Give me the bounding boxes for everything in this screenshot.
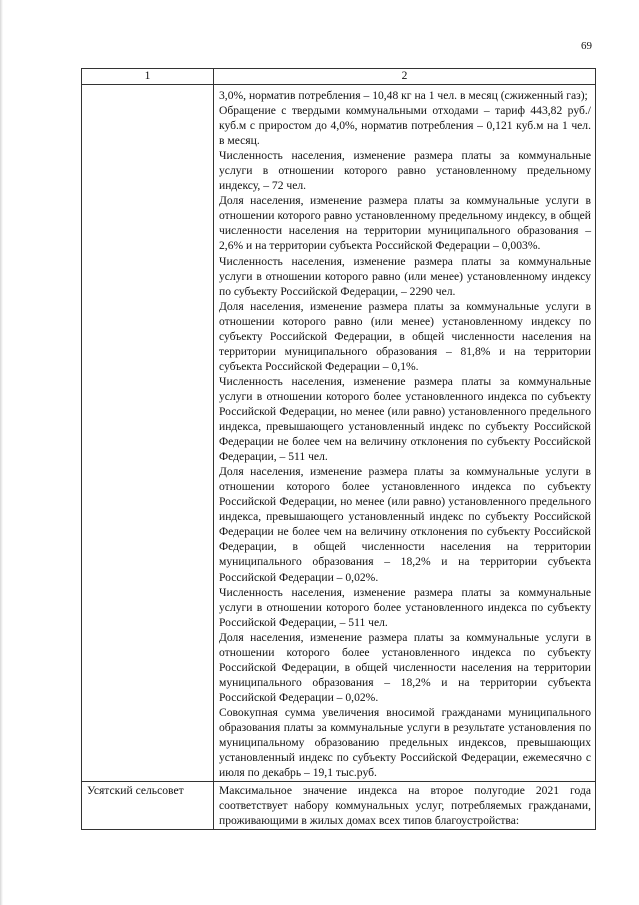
paragraph: Доля населения, изменение размера платы за коммунальные услуги в отношении которого равно (или менее) установленному индексу по субъекту Российской Федерации, в общей численности населения на территории муниципального образования – 81,8% и на территории субъекта Российской Федерации – 0,1%. — [219, 299, 591, 373]
paragraph: Доля населения, изменение размера платы за коммунальные услуги в отношении которого равно установленному предельному индексу, в общей численности населения на территории муниципального образования – 2,6% и на территории субъекта Российской Федерации – 0,003%. — [219, 194, 591, 253]
scan-edge — [0, 0, 3, 905]
description-cell — [214, 85, 596, 782]
page-number: 69 — [581, 40, 592, 52]
column-header-2: 2 — [214, 69, 596, 85]
paragraph: Максимальное значение индекса на второе полугодие 2021 года соответствует набору коммунальных услуг, потребляемых гражданами, проживающими в жилых домах всех типов благоустройства: — [219, 784, 591, 828]
paragraph: Численность населения, изменение размера платы за коммунальные услуги в отношении которого более установленного индекса по субъекту Российской Федерации, – 511 чел. — [219, 585, 591, 629]
description-cell — [214, 782, 596, 830]
paragraph: Численность населения, изменение размера платы за коммунальные услуги в отношении которого равно (или менее) установленному индексу по субъекту Российской Федерации, – 2290 чел. — [219, 254, 591, 298]
table-row-usyatsky — [82, 782, 596, 830]
indices-table — [81, 68, 596, 830]
paragraph: Совокупная сумма увеличения вносимой гражданами муниципального образования платы за коммунальные услуги в результате установления по муниципальному образованию предельных индексов, превышающих установленный индекс по субъекту Российской Федерации, ежемесячно с июля по декабрь – 19,1 тыс.руб. — [219, 705, 591, 780]
paragraph: Доля населения, изменение размера платы за коммунальные услуги в отношении которого более установленного индекса по субъекту Российской Федерации, в общей численности населения на территории муниципального образования – 18,2% и на территории субъекта Российской Федерации – 0,02%. — [219, 630, 591, 704]
table-header-row — [82, 69, 596, 85]
paragraph: Обращение с твердыми коммунальными отходами – тариф 443,82 руб./куб.м с приростом до 4,0%, норматив потребления – 0,121 куб.м на 1 чел. в месяц. — [219, 104, 591, 148]
municipality-cell-empty — [82, 85, 214, 782]
municipality-name: Усятский сельсовет — [82, 782, 214, 830]
paragraph: 3,0%, норматив потребления – 10,48 кг на 1 чел. в месяц (сжиженный газ); — [219, 89, 588, 102]
paragraph: Численность населения, изменение размера платы за коммунальные услуги в отношении которого более установленного индекса по субъекту Российской Федерации, но менее (или равно) установленного предельного индекса, превышающего установленный индекс по субъекту Российской Федерации не более чем на величину отклонения по субъекту Российской Федерации, – 511 чел. — [219, 374, 591, 464]
paragraph: Доля населения, изменение размера платы за коммунальные услуги в отношении которого более установленного индекса по субъекту Российской Федерации, но менее (или равно) установленного предельного индекса, превышающего установленный индекс по субъекту Российской Федерации не более чем на величину отклонения по субъекту Российской Федерации, в общей численности населения на территории муниципального образования – 18,2% и на территории субъекта Российской Федерации – 0,02%. — [219, 465, 591, 584]
paragraph: Численность населения, изменение размера платы за коммунальные услуги в отношении которого равно установленному предельному индексу, – 72 чел. — [219, 149, 591, 193]
table-row-continuation — [82, 85, 596, 782]
column-header-1: 1 — [82, 69, 214, 85]
